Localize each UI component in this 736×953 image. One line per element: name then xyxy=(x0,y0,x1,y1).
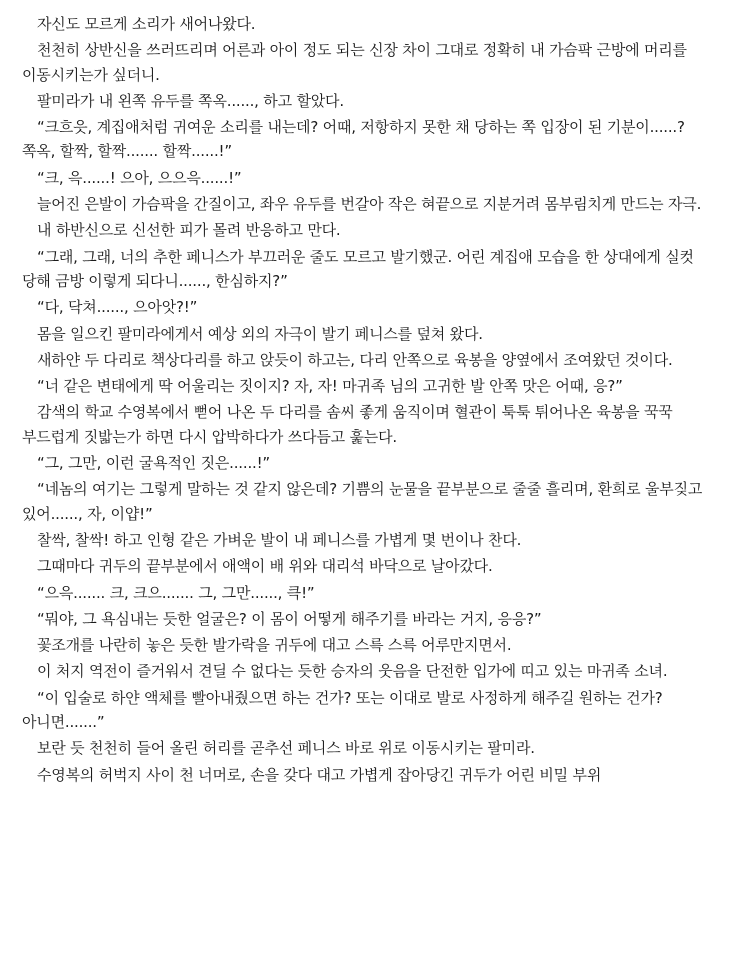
paragraph: 이 처지 역전이 즐거워서 견딜 수 없다는 듯한 승자의 웃음을 단전한 입가에 띠고 있는 마귀족 소녀. xyxy=(37,662,668,681)
paragraph: 새하얀 두 다리로 책상다리를 하고 앉듯이 하고는, 다리 안쪽으로 육봉을 양옆에서 조여왔던 것이다. xyxy=(37,350,673,369)
paragraph: “으윽....... 크, 크으....... 그, 그만......, 큭!” xyxy=(37,583,315,602)
paragraph: 수영복의 허벅지 사이 천 너머로, 손을 갖다 대고 가볍게 잡아당긴 귀두가 어린 비밀 부위 xyxy=(37,765,602,784)
paragraph: 감색의 학교 수영복에서 뻗어 나온 두 다리를 솜씨 좋게 움직이며 혈관이 툭툭 튀어나온 육봉을 꾹꾹 부드럽게 짓밟는가 하면 다시 압박하다가 쓰다듬고 훑는다. xyxy=(22,403,673,446)
paragraph: 보란 듯 천천히 들어 올린 허리를 곧추선 페니스 바로 위로 이동시키는 팔미라. xyxy=(37,739,535,758)
paragraph: 몸을 일으킨 팔미라에게서 예상 외의 자극이 발기 페니스를 덮쳐 왔다. xyxy=(37,324,483,343)
paragraph: “뭐야, 그 욕심내는 듯한 얼굴은? 이 몸이 어떻게 해주기를 바라는 거지, 응응?” xyxy=(37,609,542,628)
paragraph: “너 같은 변태에게 딱 어울리는 짓이지? 자, 자! 마귀족 님의 고귀한 발 안쪽 맛은 어때, 응?” xyxy=(37,377,623,396)
paragraph: “이 입술로 하얀 액체를 빨아내줬으면 하는 건가? 또는 이대로 발로 사정하게 해주길 원하는 건가? 아니면.......” xyxy=(22,688,663,732)
paragraph: 꽃조개를 나란히 놓은 듯한 발가락을 귀두에 대고 스륵 스륵 어루만지면서. xyxy=(37,636,512,655)
paragraph: “크, 윽......! 으아, 으으윽......!” xyxy=(37,168,242,187)
paragraph: 천천히 상반신을 쓰러뜨리며 어른과 아이 정도 되는 신장 차이 그대로 정확히 내 가슴팍 근방에 머리를 이동시키는가 싶더니. xyxy=(22,41,687,84)
paragraph: 자신도 모르게 소리가 새어나왔다. xyxy=(37,15,256,33)
paragraph: 찰싹, 찰싹! 하고 인형 같은 가벼운 발이 내 페니스를 가볍게 몇 번이나 찬다. xyxy=(37,530,522,549)
paragraph: “다, 닥쳐......, 으아앗?!” xyxy=(37,298,198,317)
paragraph: “크흐읏, 계집애처럼 귀여운 소리를 내는데? 어때, 저항하지 못한 채 당하는 쪽 입장이 된 기분이......? 쪽옥, 할짝, 할짝....... 할짝......!” xyxy=(22,118,685,161)
paragraph: “네놈의 여기는 그렇게 말하는 것 같지 않은데? 기쁨의 눈물을 끝부분으로 줄줄 흘리며, 환희로 울부짖고 있어......, 자, 이얍!” xyxy=(22,480,703,523)
paragraph: 그때마다 귀두의 끝부분에서 애액이 배 위와 대리석 바닥으로 날아갔다. xyxy=(37,557,493,576)
paragraph: “그래, 그래, 너의 추한 페니스가 부끄러운 줄도 모르고 발기했군. 어린 계집애 모습을 한 상대에게 실컷 당해 금방 이렇게 되다니......, 한심하지?” xyxy=(22,247,694,290)
paragraph: 내 하반신으로 신선한 피가 몰려 반응하고 만다. xyxy=(37,221,341,240)
paragraph: 늘어진 은발이 가슴팍을 간질이고, 좌우 유두를 번갈아 작은 혀끝으로 지분거려 몸부림치게 만드는 자극. xyxy=(37,195,702,214)
paragraph: “그, 그만, 이런 굴욕적인 짓은......!” xyxy=(37,454,270,473)
paragraph: 팔미라가 내 왼쪽 유두를 쪽옥......, 하고 할았다. xyxy=(37,91,344,110)
